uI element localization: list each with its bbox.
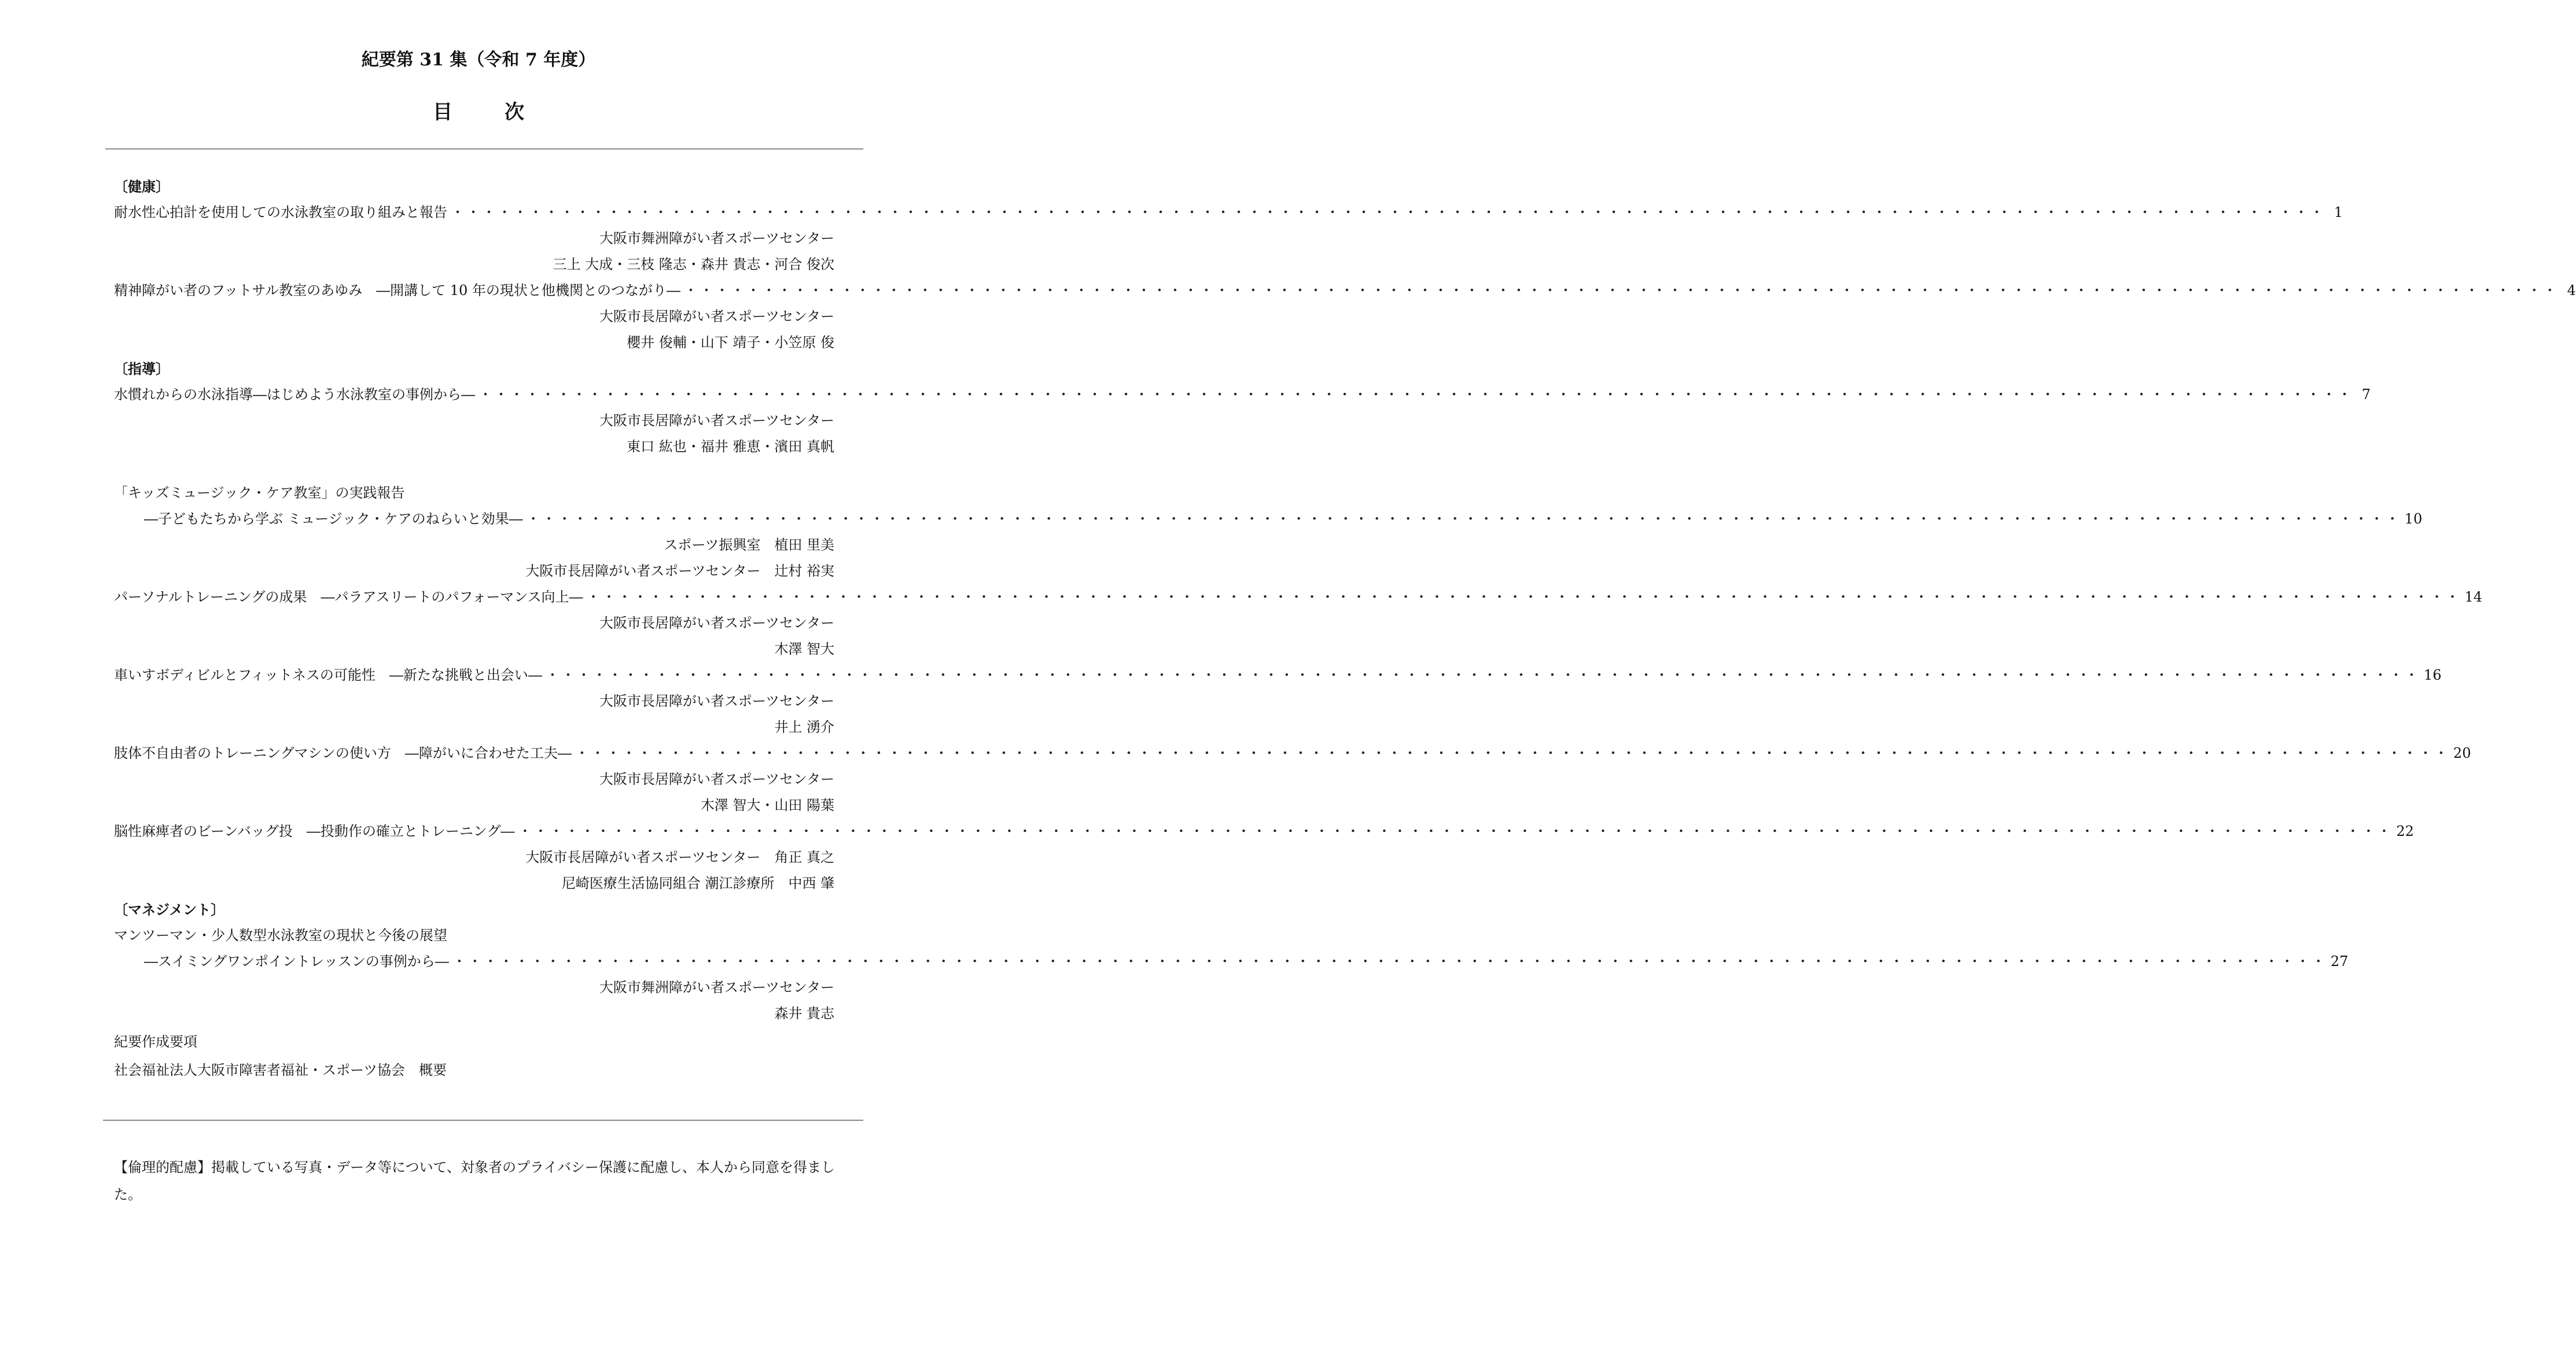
- section-label-management: 〔マネジメント〕: [114, 901, 225, 918]
- entry-title[interactable]: 「キッズミュージック・ケア教室」の実践報告: [114, 485, 405, 501]
- entry-title[interactable]: マンツーマン・少人数型水泳教室の現状と今後の展望: [114, 927, 447, 943]
- page-number: 27: [2330, 953, 2349, 969]
- page-number: 1: [2334, 204, 2343, 220]
- entry-affiliation: 大阪市舞洲障がい者スポーツセンター: [599, 979, 834, 996]
- dot-leader: ・・・・・・・・・・・・・・・・・・・・・・・・・・・・・・・・・・・・・・・・・・・・・・・・・・・・・・・・・・・・・・・・・・・・・・・・・・・・・・・・・・・・・・・・・・・・・・・・・・・・・・・・・・・・・・・・・・・・・・・・: [586, 589, 2461, 605]
- table-of-contents: [114, 174, 2576, 1083]
- toc-entry-subtitle[interactable]: [114, 949, 2349, 975]
- page-number: 16: [2423, 667, 2442, 683]
- entry-title: 肢体不自由者のトレーニングマシンの使い方 ―障がいに合わせた工夫―: [114, 745, 572, 761]
- dot-leader: ・・・・・・・・・・・・・・・・・・・・・・・・・・・・・・・・・・・・・・・・・・・・・・・・・・・・・・・・・・・・・・・・・・・・・・・・・・・・・・・・・・・・・・・・・・・・・・・・・・・・・・・・・・・・・・・・・・・・・・・・: [451, 204, 2325, 220]
- page-number: 14: [2464, 589, 2483, 605]
- entry-authors: 東口 紘也・福井 雅恵・濱田 真帆: [627, 438, 834, 455]
- dot-leader: ・・・・・・・・・・・・・・・・・・・・・・・・・・・・・・・・・・・・・・・・・・・・・・・・・・・・・・・・・・・・・・・・・・・・・・・・・・・・・・・・・・・・・・・・・・・・・・・・・・・・・・・・・・・・・・・・・・・・・・・・: [452, 953, 2327, 969]
- dot-leader: ・・・・・・・・・・・・・・・・・・・・・・・・・・・・・・・・・・・・・・・・・・・・・・・・・・・・・・・・・・・・・・・・・・・・・・・・・・・・・・・・・・・・・・・・・・・・・・・・・・・・・・・・・・・・・・・・・・・・・・・・: [545, 667, 2420, 683]
- dot-leader: ・・・・・・・・・・・・・・・・・・・・・・・・・・・・・・・・・・・・・・・・・・・・・・・・・・・・・・・・・・・・・・・・・・・・・・・・・・・・・・・・・・・・・・・・・・・・・・・・・・・・・・・・・・・・・・・・・・・・・・・・: [526, 511, 2401, 527]
- toc-item-guidelines[interactable]: 紀要作成要項: [114, 1034, 197, 1050]
- toc-entry-title[interactable]: [114, 382, 2371, 408]
- entry-affiliation: 大阪市舞洲障がい者スポーツセンター: [599, 230, 834, 246]
- dot-leader: ・・・・・・・・・・・・・・・・・・・・・・・・・・・・・・・・・・・・・・・・・・・・・・・・・・・・・・・・・・・・・・・・・・・・・・・・・・・・・・・・・・・・・・・・・・・・・・・・・・・・・・・・・・・・・・・・・・・・・・・・: [479, 386, 2353, 403]
- entry-title: パーソナルトレーニングの成果 ―パラアスリートのパフォーマンス向上―: [114, 589, 583, 605]
- entry-affiliation: 大阪市長居障がい者スポーツセンター: [599, 615, 834, 631]
- toc-entry-title[interactable]: [114, 278, 2576, 304]
- toc-heading: 目 次: [433, 101, 540, 124]
- entry-authors: 木澤 智大・山田 陽葉: [700, 797, 834, 813]
- dot-leader: ・・・・・・・・・・・・・・・・・・・・・・・・・・・・・・・・・・・・・・・・・・・・・・・・・・・・・・・・・・・・・・・・・・・・・・・・・・・・・・・・・・・・・・・・・・・・・・・・・・・・・・・・・・・・・・・・・・・・・・・・: [575, 745, 2450, 761]
- entry-title: 耐水性心拍計を使用しての水泳教室の取り組みと報告: [114, 204, 447, 220]
- spacer: [114, 460, 846, 480]
- entry-authors: 大阪市長居障がい者スポーツセンター 角正 真之: [525, 849, 834, 865]
- entry-affiliation: 大阪市長居障がい者スポーツセンター: [599, 308, 834, 325]
- toc-entry-title[interactable]: [114, 662, 2442, 688]
- page-number: 4: [2567, 282, 2576, 298]
- page-number: 20: [2453, 745, 2471, 761]
- section-label-coaching: 〔指導〕: [114, 360, 170, 377]
- page-number: 22: [2396, 823, 2414, 839]
- entry-authors: 櫻井 俊輔・山下 靖子・小笠原 俊: [627, 334, 834, 351]
- entry-authors: 森井 貴志: [774, 1005, 834, 1022]
- toc-entry-title[interactable]: [114, 584, 2483, 610]
- entry-authors: 尼崎医療生活協同組合 潮江診療所 中西 肇: [561, 875, 834, 891]
- entry-affiliation: 大阪市長居障がい者スポーツセンター: [599, 771, 834, 787]
- toc-item-overview[interactable]: 社会福祉法人大阪市障害者福祉・スポーツ協会 概要: [114, 1062, 447, 1078]
- entry-affiliation: 大阪市長居障がい者スポーツセンター: [599, 693, 834, 709]
- entry-title: 車いすボディビルとフィットネスの可能性 ―新たな挑戦と出会い―: [114, 667, 542, 683]
- dot-leader: ・・・・・・・・・・・・・・・・・・・・・・・・・・・・・・・・・・・・・・・・・・・・・・・・・・・・・・・・・・・・・・・・・・・・・・・・・・・・・・・・・・・・・・・・・・・・・・・・・・・・・・・・・・・・・・・・・・・・・・・・: [683, 282, 2559, 298]
- toc-entry-title[interactable]: [114, 740, 2471, 766]
- entry-title: 脳性麻痺者のビーンバッグ投 ―投動作の確立とトレーニング―: [114, 823, 515, 839]
- page-number: 7: [2361, 386, 2371, 403]
- entry-subtitle: ―スイミングワンポイントレッスンの事例から―: [144, 953, 449, 969]
- ethics-statement: 【倫理的配慮】掲載している写真・データ等について、対象者のプライバシー保護に配慮し、本人から同意を得ました。: [114, 1159, 835, 1203]
- entry-title: 水慣れからの水泳指導―はじめよう水泳教室の事例から―: [114, 386, 475, 403]
- entry-affiliation: 大阪市長居障がい者スポーツセンター: [599, 412, 834, 429]
- entry-authors: 木澤 智大: [774, 641, 834, 657]
- toc-entry-title[interactable]: [114, 200, 2343, 226]
- entry-authors: 大阪市長居障がい者スポーツセンター 辻村 裕実: [525, 563, 834, 579]
- entry-subtitle: ―子どもたちから学ぶ ミュージック・ケアのねらいと効果―: [144, 511, 523, 527]
- page-title: 紀要第 31 集（令和 7 年度）: [361, 50, 596, 70]
- entry-title: 精神障がい者のフットサル教室のあゆみ ―開講して 10 年の現状と他機関とのつながり―: [114, 282, 680, 298]
- toc-entry-title[interactable]: [114, 819, 2414, 845]
- entry-authors: 三上 大成・三枝 隆志・森井 貴志・河合 俊次: [553, 256, 834, 272]
- section-label-health: 〔健康〕: [114, 178, 170, 195]
- dot-leader: ・・・・・・・・・・・・・・・・・・・・・・・・・・・・・・・・・・・・・・・・・・・・・・・・・・・・・・・・・・・・・・・・・・・・・・・・・・・・・・・・・・・・・・・・・・・・・・・・・・・・・・・・・・・・・・・・・・・・・・・・: [518, 823, 2393, 839]
- page-number: 10: [2404, 511, 2423, 527]
- entry-authors: スポーツ振興室 植田 里美: [664, 537, 834, 553]
- entry-authors: 井上 湧介: [774, 719, 834, 735]
- toc-entry-subtitle[interactable]: [114, 506, 2423, 532]
